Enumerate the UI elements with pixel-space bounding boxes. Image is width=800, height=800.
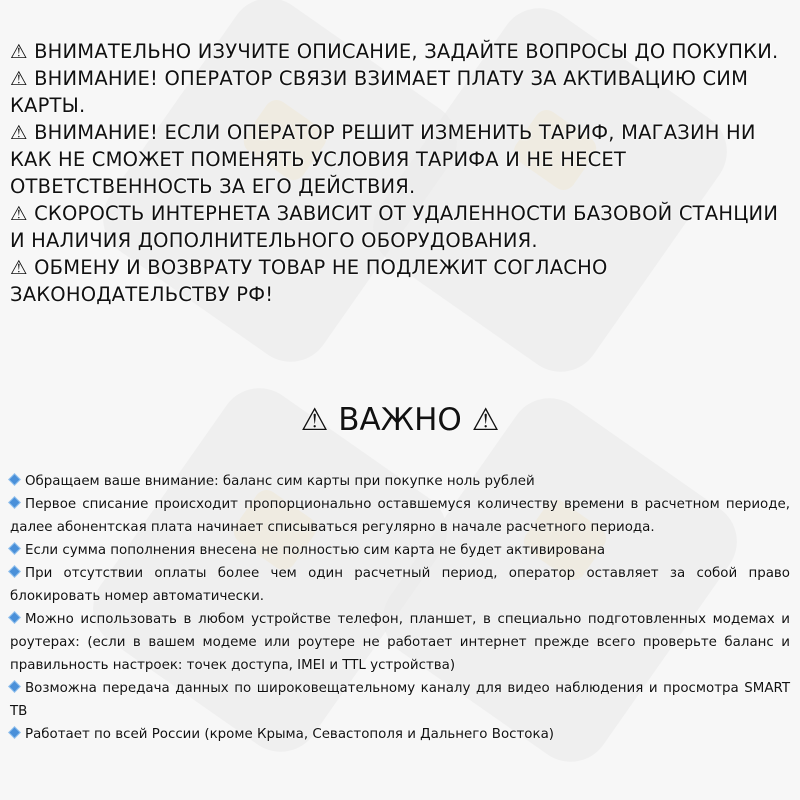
note-item [10, 539, 790, 562]
note-item [10, 723, 790, 746]
note-item [10, 470, 790, 493]
note-text: Можно использовать в любом устройстве телефон, планшет, в специально подготовленных модемах и роутерах: (если в вашем модеме или роутере не работает интернет прежде всего проверьте баланс и правильность настроек: точек доступа, IMEI и TTL устройства) [10, 612, 790, 673]
note-item [10, 608, 790, 677]
note-item [10, 562, 790, 608]
blue-diamond-icon [8, 565, 21, 578]
warning-line: ⚠ СКОРОСТЬ ИНТЕРНЕТА ЗАВИСИТ ОТ УДАЛЕННОСТИ БАЗОВОЙ СТАНЦИИ И НАЛИЧИЯ ДОПОЛНИТЕЛЬНОГО ОБОРУДОВАНИЯ. [10, 202, 779, 252]
important-heading: ⚠ ВАЖНО ⚠ [300, 402, 500, 438]
warning-line: ⚠ ВНИМАНИЕ! ОПЕРАТОР СВЯЗИ ВЗИМАЕТ ПЛАТУ ЗА АКТИВАЦИЮ СИМ КАРТЫ. [10, 67, 749, 117]
warning-line: ⚠ ВНИМАТЕЛЬНО ИЗУЧИТЕ ОПИСАНИЕ, ЗАДАЙТЕ ВОПРОСЫ ДО ПОКУПКИ. [10, 40, 779, 63]
warnings-block [10, 38, 790, 308]
blue-diamond-icon [8, 611, 21, 624]
note-item [10, 677, 790, 723]
note-text: Возможна передача данных по широковещательному каналу для видео наблюдения и просмотра SMART TB [10, 681, 790, 719]
notes-list [10, 470, 790, 746]
warning-line: ⚠ ОБМЕНУ И ВОЗВРАТУ ТОВАР НЕ ПОДЛЕЖИТ СОГЛАСНО ЗАКОНОДАТЕЛЬСТВУ РФ! [10, 256, 608, 306]
note-text: Обращаем ваше внимание: баланс сим карты при покупке ноль рублей [25, 474, 535, 489]
warning-line: ⚠ ВНИМАНИЕ! ЕСЛИ ОПЕРАТОР РЕШИТ ИЗМЕНИТЬ ТАРИФ, МАГАЗИН НИ КАК НЕ СМОЖЕТ ПОМЕНЯТЬ УСЛОВИЯ ТАРИФА И НЕ НЕСЕТ ОТВЕТСТВЕННОСТЬ ЗА ЕГО ДЕЙСТВИЯ. [10, 121, 756, 198]
blue-diamond-icon [8, 726, 21, 739]
blue-diamond-icon [8, 542, 21, 555]
blue-diamond-icon [8, 496, 21, 509]
note-text: При отсутствии оплаты более чем один расчетный период, оператор оставляет за собой право блокировать номер автоматически. [10, 566, 790, 604]
blue-diamond-icon [8, 473, 21, 486]
note-text: Работает по всей России (кроме Крыма, Севастополя и Дальнего Востока) [25, 727, 555, 742]
note-text: Если сумма пополнения внесена не полностью сим карта не будет активирована [25, 543, 606, 558]
note-text: Первое списание происходит пропорционально оставшемуся количеству времени в расчетном периоде, далее абонентская плата начинает списываться регулярно в начале расчетного периода. [10, 497, 790, 535]
blue-diamond-icon [8, 680, 21, 693]
note-item [10, 493, 790, 539]
